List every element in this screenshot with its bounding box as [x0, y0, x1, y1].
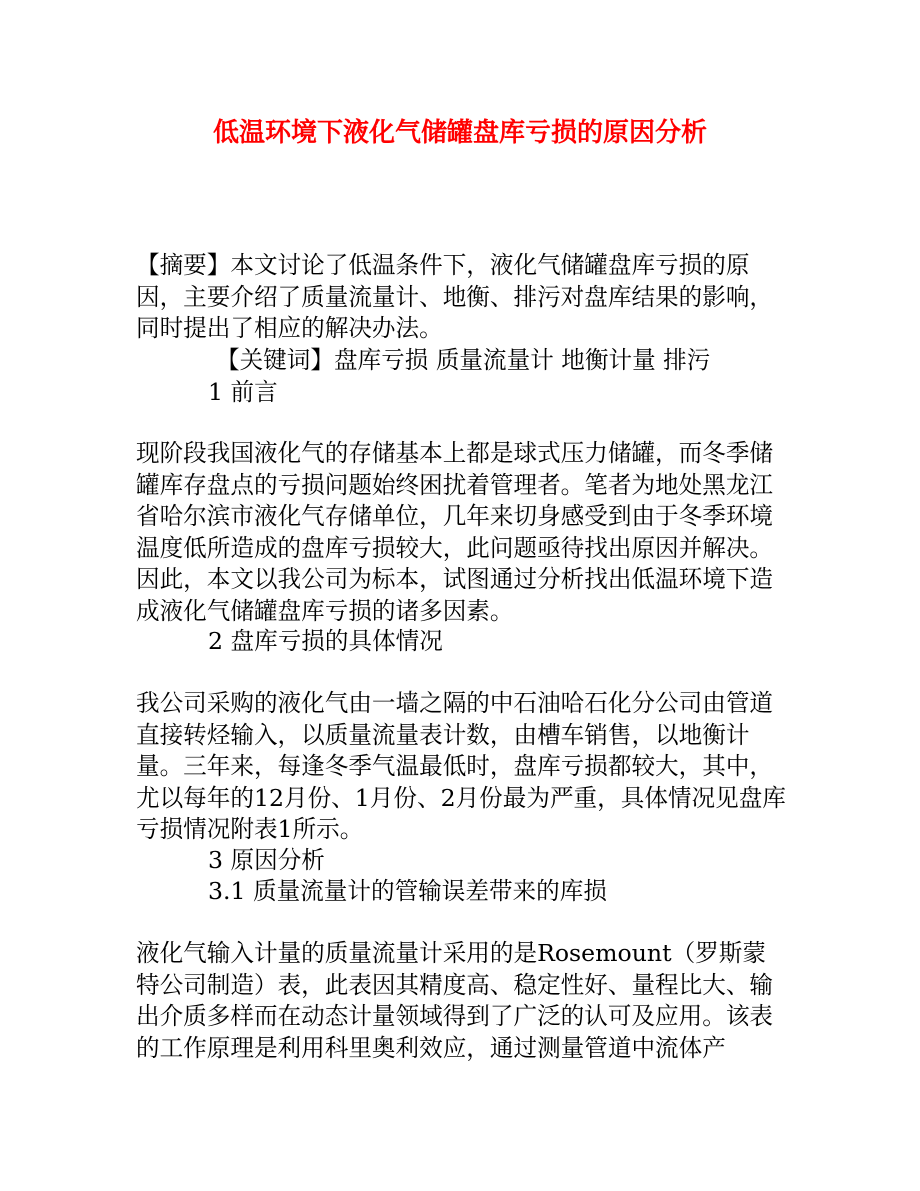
section-1-paragraph: 现阶段我国液化气的存储基本上都是球式压力储罐，而冬季储罐库存盘点的亏损问题始终困扰着管理者。笔者为地处黑龙江省哈尔滨市液化气存储单位，几年来切身感受到由于冬季环境温度低所造成的盘库亏损较大，此问题亟待找出原因并解决。因此，本文以我公司为标本，试图通过分析找出低温环境下造成液化气储罐盘库亏损的诸多因素。 [136, 439, 774, 625]
section-heading-2: 2 盘库亏损的具体情况 [208, 627, 443, 655]
section-heading-1: 1 前言 [208, 378, 278, 406]
section-2-paragraph: 我公司采购的液化气由一墙之隔的中石油哈石化分公司由管道直接转烃输入，以质量流量表计数，由槽车销售，以地衡计量。三年来，每逢冬季气温最低时，盘库亏损都较大，其中，尤以每年的12月份、1月份、2月份最为严重，具体情况见盘库亏损情况附表1所示。 [136, 689, 786, 843]
abstract-paragraph: 【摘要】本文讨论了低温条件下，液化气储罐盘库亏损的原因，主要介绍了质量流量计、地衡、排污对盘库结果的影响，同时提出了相应的解决办法。 [136, 251, 774, 342]
document-title: 低温环境下液化气储罐盘库亏损的原因分析 [212, 118, 707, 148]
section-3-1-paragraph: 液化气输入计量的质量流量计采用的是Rosemount（罗斯蒙特公司制造）表，此表因其精度高、稳定性好、量程比大、输出介质多样而在动态计量领域得到了广泛的认可及应用。该表的工作原理是利用科里奥利效应，通过测量管道中流体产 [136, 939, 774, 1062]
section-heading-3: 3 原因分析 [208, 846, 325, 874]
section-heading-3-1: 3.1 质量流量计的管输误差带来的库损 [208, 877, 607, 905]
keywords-line: 【关键词】盘库亏损 质量流量计 地衡计量 排污 [216, 346, 711, 374]
